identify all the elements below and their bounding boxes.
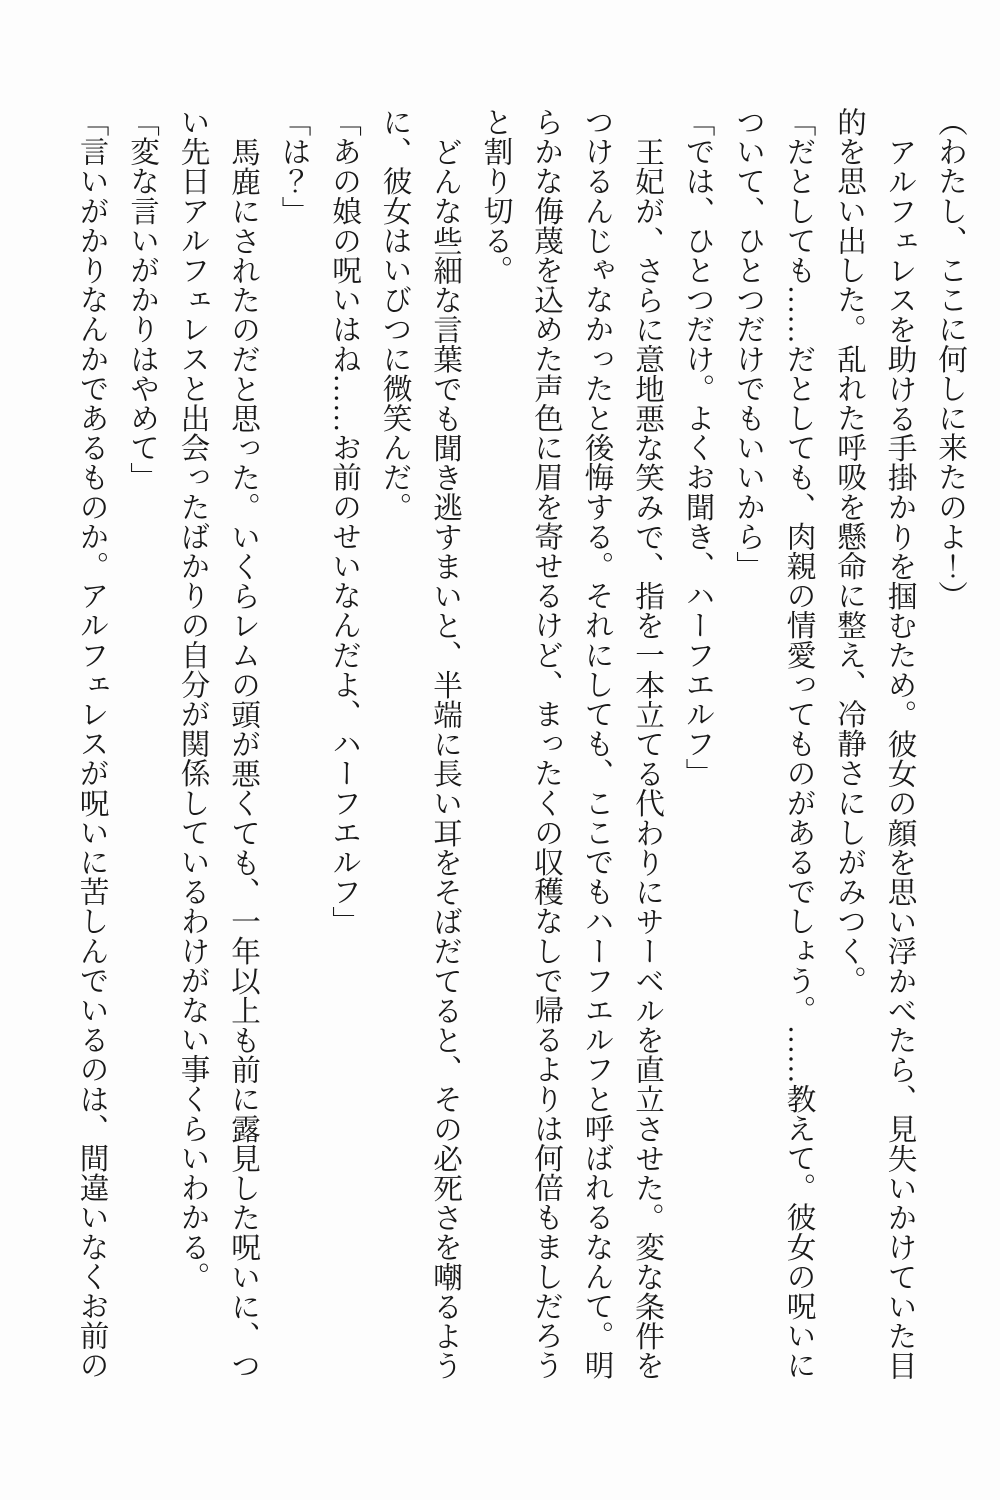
paragraph: 「あの娘の呪いはね……お前のせいなんだよ、ハーフエルフ」 (328, 107, 360, 936)
paragraph: 王妃が、さらに意地悪な笑みで、指を一本立てる代わりにサーベルを直立させた。変な条件をつけるんじゃなかったと後悔する。それにしても、ここでもハーフエルフと呼ばれるなんて。明らかな侮蔑を込めた声色に眉を寄せるけど、まったくの収穫なしで帰るよりは何倍もましだろうと割り切る。 (479, 107, 663, 1380)
paragraph: どんな些細な言葉でも聞き逃すまいと、半端に長い耳をそばだてると、その必死さを嘲るように、彼女はいびつに微笑んだ。 (378, 107, 461, 1380)
paragraph: 「では、ひとつだけ。よくお聞き、ハーフエルフ」 (681, 107, 714, 788)
paragraph: 「は？」 (277, 107, 310, 226)
paragraph: 「だとしても……だとしても、肉親の情愛ってものがあるでしょう。……教えて。彼女の呪いについて、ひとつだけでもいいから」 (732, 107, 815, 1380)
vertical-text-block (66, 107, 975, 1383)
paragraph: 馬鹿にされたのだと思った。いくらレムの頭が悪くても、一年以上も前に露見した呪いに、つい先日アルフェレスと出会ったばかりの自分が関係しているわけがない事くらいわかる。 (176, 107, 259, 1380)
paragraph: アルフェレスを助ける手掛かりを掴むため。彼女の顔を思い浮かべたら、見失いかけていた目的を思い出した。乱れた呼吸を懸命に整え、冷静さにしがみつく。 (833, 107, 916, 1380)
paragraph: 「変な言いがかりはやめて」 (126, 107, 158, 492)
paragraph: 「言いがかりなんかであるものか。アルフェレスが呪いに苦しんでいるのは、間違いなくお前の (75, 107, 108, 1380)
paragraph: （わたし、ここに何しに来たのよ！） (934, 107, 966, 611)
